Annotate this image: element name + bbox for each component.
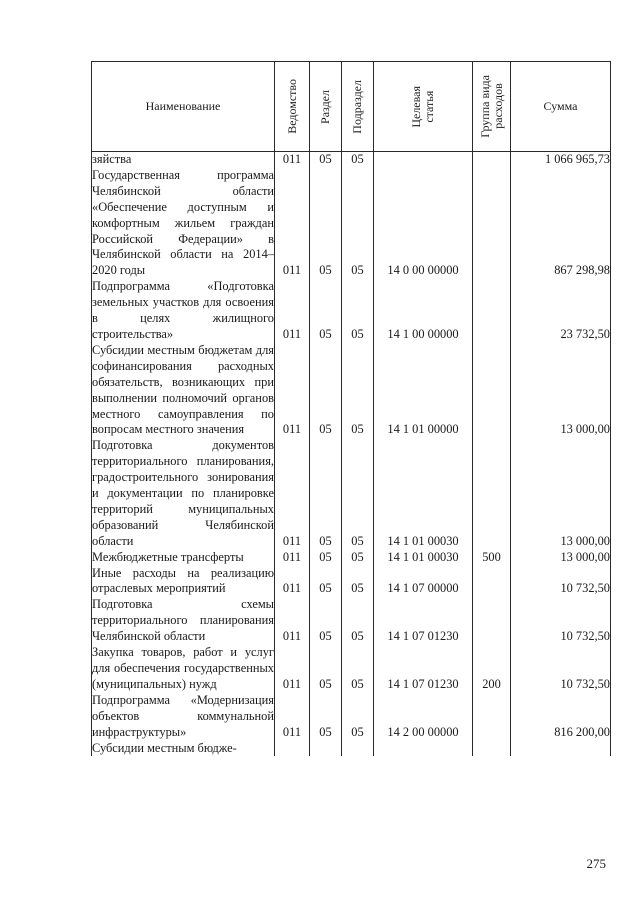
cell-tselevaya-statya: 14 1 00 00000: [374, 279, 473, 343]
header-gruppa-vida-rashodov: Группа вида расходов: [473, 62, 511, 152]
table-row: [92, 550, 611, 566]
cell-gruppa: [473, 152, 511, 168]
cell-tselevaya-statya: 14 2 00 00000: [374, 693, 473, 741]
cell-tselevaya-statya: 14 1 07 01230: [374, 645, 473, 693]
cell-summa: 816 200,00: [511, 693, 611, 741]
cell-gruppa: [473, 438, 511, 549]
header-tselevaya-statya: Целевая статья: [374, 62, 473, 152]
cell-vedomstvo: 011: [275, 550, 310, 566]
cell-tselevaya-statya: 14 1 01 00030: [374, 438, 473, 549]
header-vedomstvo: Ведомство: [275, 62, 310, 152]
cell-tselevaya-statya: 14 1 07 01230: [374, 597, 473, 645]
cell-summa: 867 298,98: [511, 168, 611, 279]
cell-summa: 10 732,50: [511, 645, 611, 693]
cell-name: Подготовка документов территориального планирования, градостроительного зонирования и документации по планировке территорий муниципальных образований Челябинской области: [92, 438, 274, 548]
cell-podrazdel: 05: [342, 168, 374, 279]
cell-name: Субсидии местным бюдже-: [92, 741, 275, 757]
table-row: [92, 343, 611, 438]
table-row: [92, 645, 611, 693]
cell-summa: 13 000,00: [511, 343, 611, 438]
cell-podrazdel: [342, 741, 374, 757]
table-row: [92, 152, 611, 168]
table-row: [92, 693, 611, 741]
cell-name: Подготовка схемы территориального планирования Челябинской области: [92, 597, 274, 644]
cell-name: зяйства: [92, 152, 275, 168]
table-row: [92, 597, 611, 645]
cell-podrazdel: 05: [342, 550, 374, 566]
cell-razdel: [310, 741, 342, 757]
cell-gruppa: [473, 693, 511, 741]
cell-name: Иные расходы на реализацию отраслевых мероприятий: [92, 565, 274, 596]
header-podrazdel: Подраздел: [342, 62, 374, 152]
cell-name: Подпрограмма «Подготовка земельных участков для освоения в целях жилищного строительства»: [92, 279, 274, 341]
cell-podrazdel: 05: [342, 279, 374, 343]
cell-tselevaya-statya: 14 1 07 00000: [374, 566, 473, 598]
cell-summa: 23 732,50: [511, 279, 611, 343]
cell-vedomstvo: 011: [275, 597, 310, 645]
header-name: Наименование: [92, 62, 275, 152]
cell-summa: [511, 741, 611, 757]
cell-vedomstvo: 011: [275, 343, 310, 438]
table-header-row: [92, 62, 611, 152]
cell-vedomstvo: [275, 741, 310, 757]
cell-razdel: 05: [310, 343, 342, 438]
cell-vedomstvo: 011: [275, 566, 310, 598]
cell-razdel: 05: [310, 550, 342, 566]
cell-gruppa: [473, 597, 511, 645]
cell-name: Подпрограмма «Модернизация объектов коммунальной инфраструктуры»: [92, 692, 274, 739]
cell-gruppa: [473, 168, 511, 279]
cell-tselevaya-statya: 14 1 01 00030: [374, 550, 473, 566]
cell-name: Межбюджетные трансферты: [92, 550, 275, 566]
cell-vedomstvo: 011: [275, 279, 310, 343]
cell-gruppa: 500: [473, 550, 511, 566]
cell-tselevaya-statya: 14 1 01 00000: [374, 343, 473, 438]
cell-podrazdel: 05: [342, 152, 374, 168]
cell-vedomstvo: 011: [275, 168, 310, 279]
cell-summa: 13 000,00: [511, 550, 611, 566]
cell-name: Закупка товаров, работ и услуг для обеспечения государственных (муниципальных) нужд: [92, 645, 274, 691]
cell-name: Государственная программа Челябинской области «Обеспечение доступным и комфортным жильем граждан Российской Федерации» в Челябинской области на 2014–2020 годы: [92, 167, 274, 278]
cell-tselevaya-statya: [374, 741, 473, 757]
cell-gruppa: [473, 741, 511, 757]
cell-razdel: 05: [310, 645, 342, 693]
cell-name: Субсидии местным бюджетам для софинансирования расходных обязательств, возникающих при выполнении полномочий органов местного самоуправления по вопросам местного значения: [92, 342, 274, 437]
cell-razdel: 05: [310, 693, 342, 741]
cell-tselevaya-statya: 14 0 00 00000: [374, 168, 473, 279]
table-row: [92, 741, 611, 757]
cell-gruppa: [473, 566, 511, 598]
cell-razdel: 05: [310, 279, 342, 343]
cell-podrazdel: 05: [342, 343, 374, 438]
cell-summa: 1 066 965,73: [511, 152, 611, 168]
table-row: [92, 279, 611, 343]
cell-summa: 10 732,50: [511, 566, 611, 598]
cell-podrazdel: 05: [342, 566, 374, 598]
cell-razdel: 05: [310, 438, 342, 549]
header-summa: Сумма: [511, 62, 611, 152]
cell-gruppa: [473, 343, 511, 438]
header-razdel: Раздел: [310, 62, 342, 152]
cell-podrazdel: 05: [342, 693, 374, 741]
cell-razdel: 05: [310, 566, 342, 598]
table-row: [92, 168, 611, 279]
cell-summa: 13 000,00: [511, 438, 611, 549]
cell-podrazdel: 05: [342, 597, 374, 645]
cell-podrazdel: 05: [342, 438, 374, 549]
budget-table: [91, 61, 611, 756]
cell-summa: 10 732,50: [511, 597, 611, 645]
page-number: 275: [586, 856, 606, 871]
cell-gruppa: 200: [473, 645, 511, 693]
table-row: [92, 566, 611, 598]
cell-razdel: 05: [310, 152, 342, 168]
cell-vedomstvo: 011: [275, 438, 310, 549]
cell-vedomstvo: 011: [275, 693, 310, 741]
cell-podrazdel: 05: [342, 645, 374, 693]
cell-razdel: 05: [310, 597, 342, 645]
table-row: [92, 438, 611, 549]
cell-tselevaya-statya: [374, 152, 473, 168]
cell-vedomstvo: 011: [275, 645, 310, 693]
cell-vedomstvo: 011: [275, 152, 310, 168]
cell-gruppa: [473, 279, 511, 343]
cell-razdel: 05: [310, 168, 342, 279]
